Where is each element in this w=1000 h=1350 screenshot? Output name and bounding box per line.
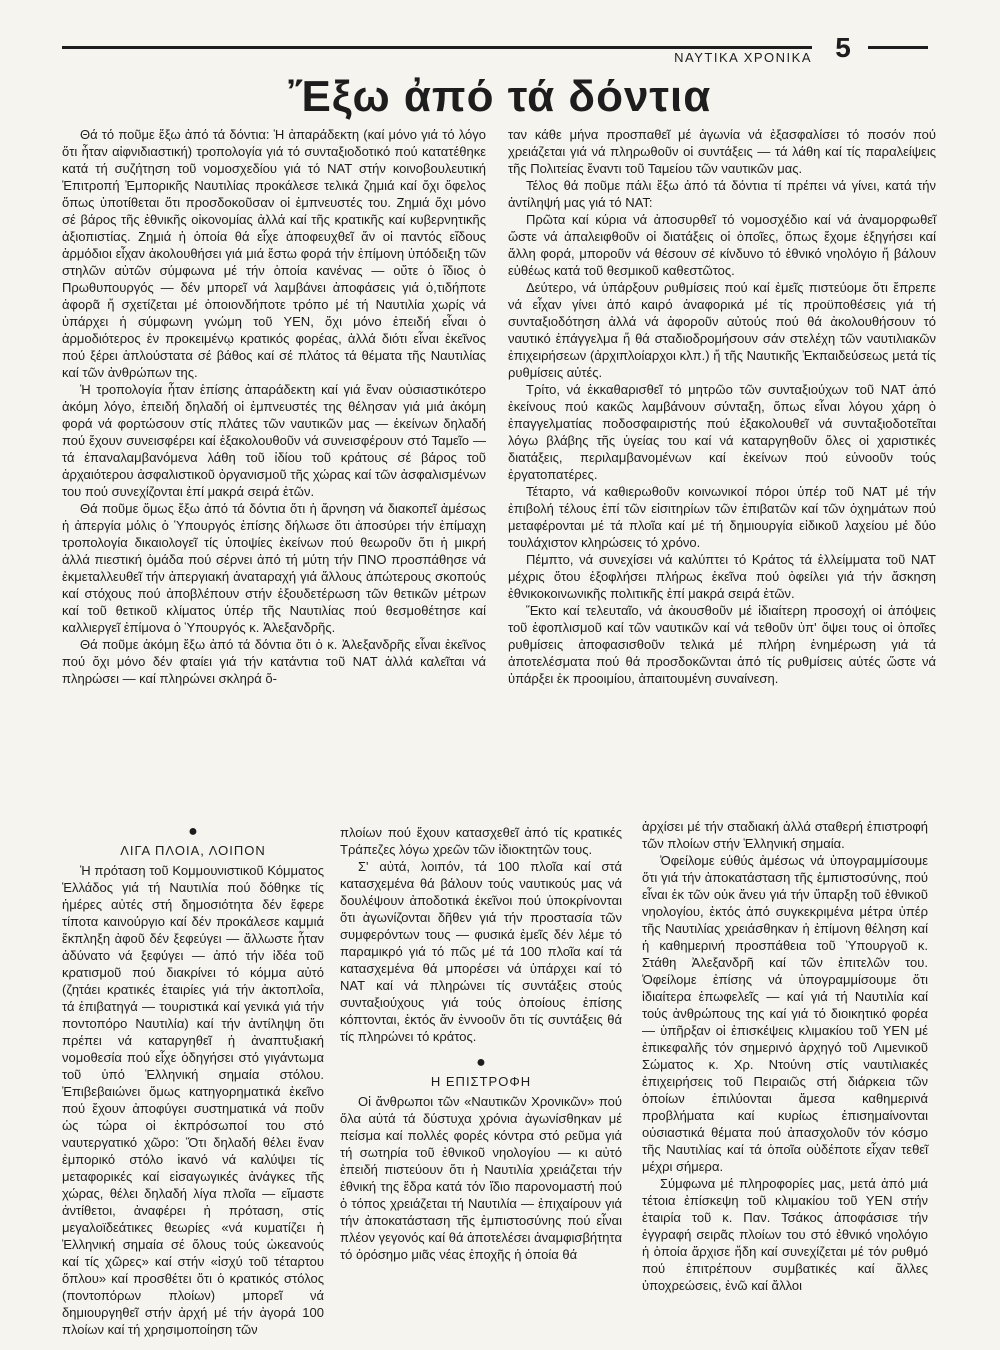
page-number: 5 (835, 32, 851, 63)
section-title: ΛΙΓΑ ΠΛΟΙΑ, ΛΟΙΠΟΝ (120, 843, 266, 858)
bullet-icon: ● (188, 823, 198, 840)
article-paragraph: Θά ποῦμε ἀκόμη ἔξω ἀπό τά δόντια ὅτι ὁ κ. Ἀλεξανδρῆς εἶναι ἐκεῖνος πού ὄχι μόνο δέν φταίει γιά τήν κατάντια τοῦ ΝΑΤ ἀλλά καλεῖται νά πληρώσει — καί πληρώνει σκληρά ὅ- (62, 637, 486, 686)
section-title: Η ΕΠΙΣΤΡΟΦΗ (430, 1074, 532, 1089)
section-paragraph: πλοίων πού ἔχουν κατασχεθεῖ ἀπό τίς κρατικές Τράπεζες λόγω χρεῶν τῶν ἰδιοκτητῶν τους. (340, 825, 622, 857)
section-few-ships (62, 824, 324, 1338)
headline: Ἔξω ἀπό τά δόντια (288, 72, 712, 121)
header-rule-left (62, 46, 812, 49)
article-paragraph: Τέταρτο, νά καθιερωθοῦν κοινωνικοί πόροι ὑπέρ τοῦ ΝΑΤ μέ τήν ἐπιβολή τέλους ἐπί τῶν εἰσιτηρίων τῶν ἐπιβατῶν καί τῶν ὀχημάτων πού μεταφέρονται μέ τά πλοῖα καί μέ τή δημιουργία εἰδικοῦ λαχείου μέ δύο τουλάχιστον κληρώσεις τό χρόνο. (508, 484, 936, 550)
article-paragraph: Πέμπτο, νά συνεχίσει νά καλύπτει τό Κράτος τά ἐλλείμματα τοῦ ΝΑΤ μέχρις ὅτου ἐξοφλήσει πλήρως ἐκεῖνα πού ὀφείλει γιά τήν ἄσκηση ἐθνικοκοινωνικῆς πολιτικῆς ἐπί μακρά σειρά ἐτῶν. (508, 552, 936, 601)
article-column-right (508, 126, 936, 687)
article-paragraph: Θά τό ποῦμε ἔξω ἀπό τά δόντια: Ἡ ἀπαράδεκτη (καί μόνο γιά τό λόγο ὅτι ἦταν αἰφνιδιαστική) τροπολογία γιά τό συνταξιοδοτικό πού κατατέθηκε κατά τή συζήτηση τοῦ νομοσχεδίου γιά τό ΝΑΤ στήν κοινοβουλευτική Ἐπιτροπή Ἐμπορικῆς Ναυτιλίας προκάλεσε τελικά ζημιά καί ὄχι ὄφελος ὅπως ὑποτίθεται ὅτι προσδοκοῦσαν οἱ ἐμπνευστές του. Ζημιά ὄχι μόνο σέ βάρος τῆς ἐθνικῆς οἰκονομίας ἀλλά καί τῆς κρατικῆς καί κυβερνητικῆς ἀξιοπιστίας. Ζημιά ἡ ὁποία θά εἶχε ἀποφευχθεῖ ἄν οἱ παντός εἴδους ἁρμόδιοι εἶχαν ἀκολουθήσει γιά μιά ἔστω φορά τήν ἐπίμονη ὑπόδειξη τῶν στηλῶν αὐτῶν σύμφωνα μέ τήν ὁποία κανένας — οὔτε ὁ ἴδιος ὁ Πρωθυπουργός — δέν μπορεῖ νά λαμβάνει ἀποφάσεις γιά ὁ,τιδήποτε ἀφορᾶ ἤ σχετίζεται μέ ὁποιονδήποτε τρόπο μέ τή Ναυτιλία χωρίς νά ὑπάρχει ἡ σύμφωνη γνώμη τοῦ ΥΕΝ, ὄχι μόνο ἐπειδή εἶναι ὁ ἁρμοδιότερος ἐν προκειμένῳ κρατικός φορέας, ἀλλά διότι εἶναι ἐκεῖνος πού ξέρει ἁπλούστατα σέ βάθος καί σέ πλάτος τά θέματα τῆς Ναυτιλίας καί τῶν ἀνθρώπων της. (62, 127, 486, 380)
article-paragraph: Δεύτερο, νά ὑπάρξουν ρυθμίσεις πού καί ἐμεῖς πιστεύομε ὅτι ἔπρεπε νά εἶχαν γίνει ἀπό καιρό ἀναφορικά μέ τίς προϋποθέσεις γιά τή συνταξιοδότηση ἀλλά νά ἀφοροῦν αὐτούς πού θά ἀκολουθήσουν τό ναυτικό ἐπάγγελμα ἤ θά σταδιοδρομήσουν σάν στελέχη τῶν ναυτιλιακῶν ἐπιχειρήσεων (ἀρχιπλοίαρχοι κλπ.) ἤ τῆς Ναυτικῆς Ἐκπαιδεύσεως μετά τίς ρυθμίσεις αὐτές. (508, 280, 936, 380)
section-return (340, 824, 622, 1263)
article-paragraph: ταν κάθε μήνα προσπαθεῖ μέ ἀγωνία νά ἐξασφαλίσει τό ποσόν πού χρειάζεται γιά νά πληρωθοῦν οἱ συντάξεις — τά λάθη καί τίς παραλείψεις τῆς Πολιτείας ἔναντι τοῦ Ταμείου τῶν ναυτικῶν μας. (508, 127, 936, 176)
section-return-continued (642, 818, 928, 1294)
section-paragraph: Ἡ πρόταση τοῦ Κομμουνιστικοῦ Κόμματος Ἑλλάδος γιά τή Ναυτιλία πού δόθηκε τίς ἡμέρες αὐτές στή δημοσιότητα δέν ἔφερε τίποτα καινούργιο καί δέν προκάλεσε καμμιά ἔκπληξη ἀφοῦ δέν ξεφεύγει — ἄλλωστε ἦταν ἀδύνατο νά ξεφύγει — ἀπό τήν ἰδέα τοῦ κρατισμοῦ πού διακρίνει τό κόμμα αὐτό (ζητάει κρατικές ἑταιρίες γιά τήν ἀκτοπλοΐα, τά ἐπιβατηγά — τουριστικά καί γενικά γιά τήν ποντοπόρο Ναυτιλία) καί τήν ἀντίληψη ὅτι πρέπει νά καταργηθεῖ ἡ ἀναπτυξιακή νομοθεσία πού εἶχε ὁδηγήσει στό γιγάντωμα τοῦ ὑπό Ἑλληνική σημαία στόλου. Ἐπιβεβαιώνει ὅμως κατηγορηματικά ἐκεῖνο πού ἔχουν ἀποφύγει συστηματικά νά ποῦν ὡς τώρα οἱ ἐκπρόσωποί του στό ναυτεργατικό χῶρο: Ὅτι δηλαδή θέλει ἕναν ἐμπορικό στόλο ἱκανό νά καλύψει τίς μεταφορικές καί εἰσαγωγικές ἀνάγκες τῆς χώρας, θέλει δηλαδή λίγα πλοῖα — εἴμαστε ἀντίθετοι, ἀναφέρει ἡ πρόταση, στίς μεγαλοϊδεάτικες θεωρίες «νά κυματίζει ἡ Ἑλληνική σημαία σέ ὅλους τούς ὠκεανούς καί τίς χῶρες» καί στήν «ἰσχύ τοῦ τέταρτου ὅπλου» καί προσθέτει ὅτι ὁ κρατικός στόλος (ποντοπόρων πλοίων) μπορεῖ νά δημιουργηθεῖ στήν ἀρχή μέ τήν ἀγορά 100 πλοίων καί τή χρησιμοποίηση τῶν (62, 863, 324, 1337)
running-title: ΝΑΥΤΙΚΑ ΧΡΟΝΙΚΑ (674, 50, 812, 65)
section-paragraph: Ὀφείλομε εὐθύς ἀμέσως νά ὑπογραμμίσουμε ὅτι γιά τήν ἀποκατάσταση τῆς ἐμπιστοσύνης, πού εἶναι ἐκ τῶν οὐκ ἄνευ γιά τήν ὕπαρξη τοῦ ἐθνικοῦ νηολογίου, ἐκτός ἀπό συγκεκριμένα μέτρα ὑπέρ τῆς Ναυτιλίας χρειάσθηκαν ἡ ἐπίμονη θέληση καί ἡ καθημερινή προσπάθεια τοῦ Ὑπουργοῦ κ. Στάθη Ἀλεξανδρῆ καί τῶν ἐπιτελῶν του. Ὀφείλομε ἐπίσης νά ὑπογραμμίσουμε ὅτι ἰδιαίτερα ἐπωφελεῖς — καί γιά τή Ναυτιλία καί τούς ἀνθρώπους της καί γιά τό διοικητικό φορέα — ὑπῆρξαν οἱ ἐπισκέψεις κλιμακίου τοῦ ΥΕΝ μέ ἐπικεφαλῆς τόν σημερινό ἀρχηγό τοῦ Λιμενικοῦ Σώματος κ. Χρ. Ντούνη στίς ναυτιλιακές ἐπιχειρήσεις τοῦ Πειραιῶς στή διάρκεια τῶν ὁποίων ἐπιλύονται ἄμεσα καθημερινά προβλήματα καί κυρίως ἐπισημαίνονται οὐσιαστικά θέματα πού ἀπασχολοῦν τόν κόσμο τῆς Ναυτιλίας καί τά ὁποῖα οὐδέποτε εἶχαν τεθεῖ μέχρι σήμερα. (642, 853, 928, 1174)
article-paragraph: Τέλος θά ποῦμε πάλι ἔξω ἀπό τά δόντια τί πρέπει νά γίνει, κατά τήν ἀντίληψή μας γιά τό ΝΑΤ: (508, 178, 936, 210)
section-paragraph: Σύμφωνα μέ πληροφορίες μας, μετά ἀπό μιά τέτοια ἐπίσκεψη τοῦ κλιμακίου τοῦ ΥΕΝ στήν ἑταιρία τοῦ κ. Παν. Τσάκος ἀποφάσισε τήν ἐγγραφή σειρᾶς πλοίων του στό ἐθνικό νηολόγιο ἡ ὁποία ἄρχισε ἤδη καί συνεχίζεται μέ τόν ρυθμό πού ἐπιτρέπουν συμβατικές καί ἄλλες ὑποχρεώσεις, ἐνῶ καί ἄλλοι (642, 1176, 928, 1293)
bullet-icon: ● (476, 1054, 486, 1071)
article-paragraph: Ἕκτο καί τελευταῖο, νά ἀκουσθοῦν μέ ἰδιαίτερη προσοχή οἱ ἀπόψεις τοῦ ἐφοπλισμοῦ καί τῶν ναυτικῶν καί νά τεθοῦν ὑπ' ὄψει τους οἱ ὁποῖες ρυθμίσεις ἀποφασισθοῦν τελικά μέ πλήρη ἐνημέρωση γιά τά ἀποτελέσματα πού θά προσδοκῶνται ἀπό τίς ρυθμίσεις αὐτές ὥστε νά ὑπάρξει ἐκ προοιμίου, ἀπαιτουμένη συναίνεση. (508, 603, 936, 686)
article-paragraph: Ἡ τροπολογία ἦταν ἐπίσης ἀπαράδεκτη καί γιά ἕναν οὐσιαστικότερο ἀκόμη λόγο, ἐπειδή δηλαδή οἱ ἐμπνευστές της θέλησαν γιά μιά ἀκόμη φορά νά φορτώσουν στίς πλάτες τῶν ναυτικῶν μας — ἐκείνων δηλαδή πού ἔχουν συνεισφέρει καί ἐξακολουθοῦν νά συνεισφέρουν στό Ταμεῖο — τά ἐπαναλαμβανόμενα λάθη τοῦ ἰδίου τοῦ κράτους σέ βάρος τοῦ ἀρχαιότερου ἀσφαλιστικοῦ ὀργανισμοῦ τῆς χώρας καί τῶν ἀσφαλισμένων του πού συνεχίζονται ἐπί μακρά σειρά ἐτῶν. (62, 382, 486, 499)
header-rule-right (868, 46, 928, 49)
section-paragraph: Σ' αὐτά, λοιπόν, τά 100 πλοῖα καί στά κατασχεμένα θά βάλουν τούς ναυτικούς μας νά δουλέψουν ἀποδοτικά ἐκεῖνοι πού ὑποκρίνονται ὅτι ἀγωνίζονται δῆθεν γιά τήν προστασία τῶν συμφερόντων τους — φυσικά ἐμεῖς δέν λέμε τό παραμικρό γιά τό πῶς μέ τά 100 πλοῖα καί τά κατασχεμένα θά μπορέσει νά ὑπάρχει καί τό ΝΑΤ καί νά πληρώνει τίς συντάξεις στούς συνταξιούχους γιά τούς ὁποίους ἐπίσης κόπτονται, ἐκτός ἄν ἐννοοῦν ὅτι τίς συντάξεις θά τίς πληρώνει τό κράτος. (340, 859, 622, 1044)
section-paragraph: Οἱ ἄνθρωποι τῶν «Ναυτικῶν Χρονικῶν» πού ὅλα αὐτά τά δύστυχα χρόνια ἀγωνίσθηκαν μέ πείσμα καί πολλές φορές κόντρα στό ρεῦμα γιά τή σωτηρία τοῦ ἐθνικοῦ νηολογίου — κι αὐτό ἐπειδή πιστεύουν ὅτι ἡ Ναυτιλία χρειάζεται τήν ἐθνική της ἕδρα κατά τόν ἴδιο παρονομαστή πού ὁ τόπος χρειάζεται τή Ναυτιλία — ἐπιχαίρουν γιά τήν ἀποκατάσταση τῆς ἐμπιστοσύνης πού εἶναι πλέον γεγονός καί θά ἀποτελέσει ἀναμφισβήτητα τό ὁρόσημο μιᾶς νέας ἐποχῆς ἡ ὁποία θά (340, 1094, 622, 1262)
section-paragraph: ἀρχίσει μέ τήν σταδιακή ἀλλά σταθερή ἐπιστροφή τῶν πλοίων στήν Ἑλληνική σημαία. (642, 819, 928, 851)
article-paragraph: Θά ποῦμε ὅμως ἔξω ἀπό τά δόντια ὅτι ἡ ἄρνηση νά διακοπεῖ ἀμέσως ἡ ἀπεργία μόλις ὁ Ὑπουργός ἐπίσης δήλωσε ὅτι ἀποσύρει τήν ἐπίμαχη τροπολογία δικαιολογεῖ τίς ὑποψίες ἐκείνων πού θεωροῦν ὅτι ἡ μικρή ἀλλά πιεστική ὁμάδα πού σέρνει ἀπό τή μύτη τήν ΠΝΟ προσπάθησε νά ἐκμεταλλευθεῖ τήν ἀπεργιακή ἀναταραχή γιά ἄλλους ἀπώτερους σκοπούς καί στόχους πού ἀποβλέπουν στήν ἐξουδετέρωση τῶν θετικῶν μέτρων καί τοῦ θετικοῦ κλίματος ὑπέρ τῆς Ναυτιλίας πού θεσμοθέτησε καί καλλιεργεῖ ἐπίμονα ὁ Ὑπουργός κ. Ἀλεξανδρῆς. (62, 501, 486, 635)
article-paragraph: Πρῶτα καί κύρια νά ἀποσυρθεῖ τό νομοσχέδιο καί νά ἀναμορφωθεῖ ὥστε νά ἀπαλειφθοῦν οἱ διατάξεις οἱ ὁποῖες, ὅπως ἔχομε ἐξηγήσει καί ἄλλη φορά, μποροῦν νά θέσουν σέ κίνδυνο τό ἐθνικό νηολόγιο ἤ βάλουν εὐθέως κατά τοῦ θεσμικοῦ καθεστῶτος. (508, 212, 936, 278)
article-paragraph: Τρίτο, νά ἐκκαθαρισθεῖ τό μητρῶο τῶν συνταξιούχων τοῦ ΝΑΤ ἀπό ἐκείνους πού κακῶς λαμβάνουν σύνταξη, ὅπως εἶναι λόγου χάρη ὁ ἐπαγγελματίας ποδοσφαιριστής πού ἐξακολουθεῖ νά συνταξιοδοτεῖται λόγω βλάβης τῆς ὑγείας του καί νά καταργηθοῦν ὅλες οἱ χαριστικές διατάξεις, περιλαμβανομένων καί ἐκείνων πού εὐνοοῦν τούς ἐργατοπατέρες. (508, 382, 936, 482)
article-column-left (62, 126, 486, 687)
